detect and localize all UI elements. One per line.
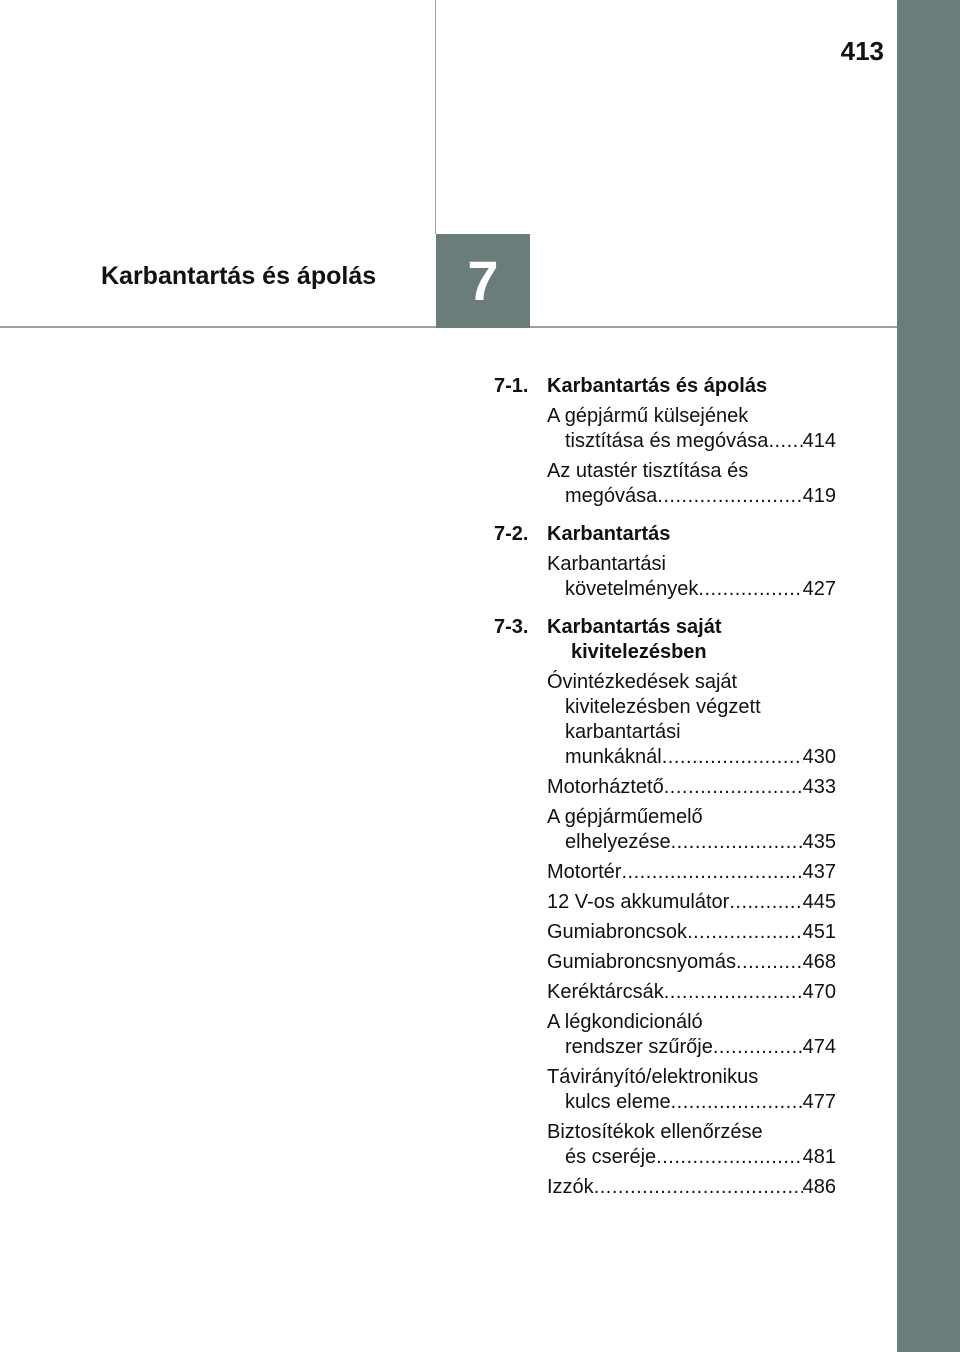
toc-entry-leader-line	[547, 577, 836, 602]
page-number: 413	[840, 36, 884, 66]
toc-dot-leader	[594, 1175, 803, 1200]
toc-entry[interactable]	[547, 920, 836, 945]
chapter-number-box	[436, 234, 530, 328]
toc-entry-text: munkáknál	[565, 746, 662, 768]
toc-entry-text: tisztítása és megóvása	[565, 430, 769, 452]
toc-page-number: 433	[802, 776, 836, 798]
toc-entry-text: Távirányító/elektronikus	[547, 1066, 759, 1088]
toc-entry[interactable]	[547, 1010, 836, 1060]
toc-entry-leader-line	[547, 860, 836, 885]
toc-entry-text: Motorháztető	[547, 776, 664, 798]
toc-entry-text: A légkondicionáló	[547, 1011, 703, 1033]
toc-entry-text: kivitelezésben végzett	[565, 696, 761, 718]
toc-entry-text: Keréktárcsák	[547, 981, 664, 1003]
toc-entry-text: Gumiabroncsok	[547, 921, 688, 943]
toc-page-number: 470	[802, 981, 836, 1003]
toc-entry-leader-line	[547, 920, 836, 945]
toc-entry[interactable]	[547, 805, 836, 855]
toc-entry-leader-line	[547, 1035, 836, 1060]
table-of-contents	[494, 374, 836, 1205]
toc-entry-text: kulcs eleme	[565, 1091, 671, 1113]
toc-entry-text: követelmények	[565, 578, 699, 600]
toc-entry[interactable]	[547, 1065, 836, 1115]
toc-dot-leader	[657, 484, 802, 509]
side-tab-bar	[897, 0, 960, 1352]
toc-dot-leader	[671, 830, 803, 855]
toc-entry[interactable]	[547, 1120, 836, 1170]
toc-entry-leader-line	[547, 950, 836, 975]
toc-entry-text: A gépjárműemelő	[547, 806, 703, 828]
toc-page-number: 451	[802, 921, 836, 943]
toc-dot-leader	[768, 429, 802, 454]
toc-section-title: Karbantartás	[547, 523, 671, 545]
toc-entry[interactable]	[547, 890, 836, 915]
toc-entry[interactable]	[547, 950, 836, 975]
toc-section-heading	[494, 374, 836, 399]
toc-entry-leader-line	[547, 775, 836, 800]
toc-entry-text: elhelyezése	[565, 831, 671, 853]
toc-dot-leader	[729, 890, 802, 915]
toc-entry-text: rendszer szűrője	[565, 1036, 713, 1058]
toc-section-heading	[494, 615, 836, 665]
toc-dot-leader	[736, 950, 803, 975]
toc-dot-leader	[621, 860, 802, 885]
toc-page-number: 477	[802, 1091, 836, 1113]
toc-entry-leader-line	[547, 745, 836, 770]
toc-entry-text: Karbantartási	[547, 553, 666, 575]
chapter-number: 7	[467, 249, 499, 312]
toc-page-number: 486	[802, 1176, 836, 1198]
toc-page-number: 419	[802, 485, 836, 507]
toc-entry[interactable]	[547, 670, 836, 770]
toc-dot-leader	[713, 1035, 803, 1060]
toc-entry-text: Biztosítékok ellenőrzése	[547, 1121, 763, 1143]
toc-section-title: Karbantartás saját kivitelezésben	[547, 616, 722, 663]
toc-entry[interactable]	[547, 404, 836, 454]
toc-page-number: 445	[802, 891, 836, 913]
toc-entry-text: Motortér	[547, 861, 622, 883]
toc-entry[interactable]	[547, 552, 836, 602]
toc-entry-leader-line	[547, 484, 836, 509]
toc-section-title: Karbantartás és ápolás	[547, 375, 768, 397]
toc-entry-text: 12 V-os akkumulátor	[547, 891, 730, 913]
toc-section-number: 7-3.	[494, 616, 529, 638]
toc-entry-leader-line	[547, 830, 836, 855]
toc-entry-text: karbantartási	[565, 721, 681, 743]
toc-page-number: 430	[802, 746, 836, 768]
toc-dot-leader	[671, 1090, 803, 1115]
toc-page-number: 437	[802, 861, 836, 883]
toc-entry-text: és cseréje	[565, 1146, 657, 1168]
toc-entry-leader-line	[547, 1145, 836, 1170]
vertical-divider	[435, 0, 436, 234]
toc-page-number: 474	[802, 1036, 836, 1058]
toc-page-number: 435	[802, 831, 836, 853]
toc-dot-leader	[662, 745, 803, 770]
toc-entry-text: Izzók	[547, 1176, 594, 1198]
toc-entry-leader-line	[547, 890, 836, 915]
toc-entry[interactable]	[547, 775, 836, 800]
toc-entry[interactable]	[547, 1175, 836, 1200]
toc-dot-leader	[698, 577, 802, 602]
toc-dot-leader	[656, 1145, 802, 1170]
toc-page-number: 427	[802, 578, 836, 600]
toc-entry-text: Gumiabroncsnyomás	[547, 951, 736, 973]
toc-page-number: 414	[802, 430, 836, 452]
toc-section-number: 7-1.	[494, 375, 529, 397]
toc-section-heading	[494, 522, 836, 547]
toc-dot-leader	[664, 980, 803, 1005]
toc-page-number: 468	[802, 951, 836, 973]
toc-entry-leader-line	[547, 1090, 836, 1115]
toc-entry-leader-line	[547, 1175, 836, 1200]
toc-entry-text: Óvintézkedések saját	[547, 671, 738, 693]
toc-section-number: 7-2.	[494, 523, 529, 545]
toc-entry-leader-line	[547, 980, 836, 1005]
toc-entry[interactable]	[547, 860, 836, 885]
toc-dot-leader	[664, 775, 803, 800]
toc-dot-leader	[687, 920, 803, 945]
toc-entry-text: A gépjármű külsejének	[547, 405, 749, 427]
toc-entry-leader-line	[547, 429, 836, 454]
toc-page-number: 481	[802, 1146, 836, 1168]
toc-entry-text: megóvása	[565, 485, 658, 507]
toc-entry[interactable]	[547, 980, 836, 1005]
toc-entry-text: Az utastér tisztítása és	[547, 460, 749, 482]
toc-entry[interactable]	[547, 459, 836, 509]
chapter-title: Karbantartás és ápolás	[101, 262, 377, 290]
